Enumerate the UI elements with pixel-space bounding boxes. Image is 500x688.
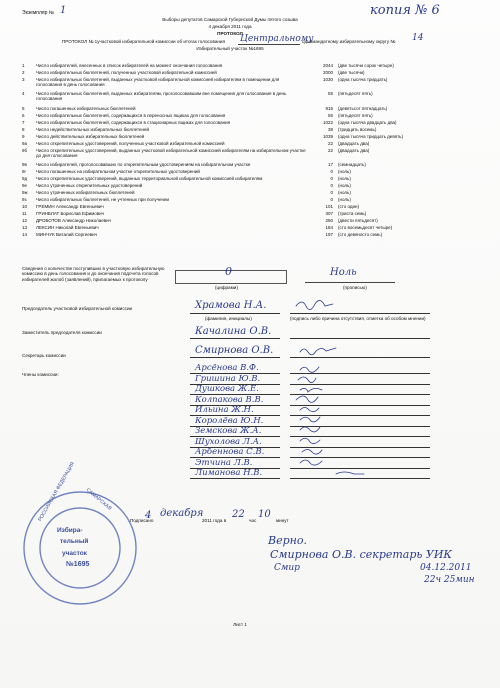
deputy-label: Заместитель председателя комиссии bbox=[22, 330, 102, 335]
row-value-words: (триста семь) bbox=[338, 211, 367, 216]
stamp-ring-left: РОССИЙСКАЯ ФЕДЕРАЦИЯ bbox=[37, 461, 77, 523]
signed-label: Подписано bbox=[130, 518, 154, 523]
member-name: Лиманова Н.В. bbox=[195, 468, 263, 478]
row-value-words: (двести пятьдесят) bbox=[338, 218, 378, 223]
deputy-name: Качалина О.В. bbox=[195, 326, 272, 337]
signed-day: 4 bbox=[145, 510, 152, 521]
row-label: Число погашенных на избирательном участке открепительных удостоверений bbox=[36, 169, 200, 174]
row-number: 9а bbox=[22, 141, 28, 146]
row-number: 10 bbox=[22, 204, 28, 209]
row-value-words: (одна тысяча тридцать) bbox=[338, 77, 388, 82]
sign-caption: (подпись либо причина отсутствия, отметка об особом мнении) bbox=[290, 316, 426, 321]
row-value-words: (две тысячи) bbox=[338, 70, 365, 75]
row-value-words: (ноль) bbox=[338, 169, 351, 174]
row-value-words: (одна тысяча тридцать девять) bbox=[338, 134, 403, 139]
signed-minute: 10 bbox=[258, 509, 271, 520]
copy-number-label: Экземпляр № bbox=[22, 10, 55, 16]
secretary-name: Смирнова О.В. bbox=[195, 345, 274, 356]
row-value-words: (ноль) bbox=[338, 183, 351, 188]
district-name-handwritten: Центральному bbox=[240, 34, 314, 44]
row-number: 6 bbox=[22, 113, 25, 118]
secretary-signature bbox=[300, 348, 336, 355]
row-value-words: (ноль) bbox=[338, 197, 351, 202]
row-value: 101 bbox=[325, 204, 333, 209]
member-name: Арбеннова С.В. bbox=[195, 447, 265, 457]
row-value-words: (девятьсот пятнадцать) bbox=[338, 106, 388, 111]
protocol-subtitle-left: ПРОТОКОЛ № 1участковой избирательной комиссии об итогах голосования bbox=[62, 39, 225, 44]
row-value: 22 bbox=[327, 141, 333, 146]
row-label: Число избирателей, внесенных в список избирателей на момент окончания голосования bbox=[36, 63, 223, 68]
member-name: Ильина Ж.Н. bbox=[195, 405, 254, 415]
row-label: Число избирательных бюллетеней, выданных избирателям, проголосовавшим вне помещения для голосования в день голосования bbox=[36, 91, 287, 101]
member-name: Шухолова Л.А. bbox=[195, 436, 262, 447]
statements-text: Сведения о количестве поступивших в участковую избирательную комиссию в день голосования и до окончания подсчета голосов избирателей жалоб (заявлений), прилагаемых к протоколу bbox=[22, 266, 165, 282]
stamp-ring-right: САМАРСКАЯ bbox=[84, 487, 113, 512]
member-signatures bbox=[296, 367, 364, 474]
row-number: 14 bbox=[22, 232, 28, 237]
row-number: 4 bbox=[22, 91, 25, 96]
statements-words: Ноль bbox=[330, 267, 357, 278]
sheet-number: Лист 1 bbox=[233, 622, 247, 627]
cert-date: 04.12.2011 bbox=[420, 563, 472, 573]
row-label: МИНЧУК Виталий Сергеевич bbox=[36, 232, 97, 237]
row-label: Число избирательных бюллетеней, полученных участковой избирательной комиссией bbox=[36, 70, 217, 75]
members-label: Члены комиссии: bbox=[22, 372, 59, 377]
official-stamp bbox=[20, 488, 140, 608]
row-number: 12 bbox=[22, 218, 28, 223]
row-number: 11 bbox=[22, 211, 27, 216]
member-name: Этчина Л.В. bbox=[195, 457, 253, 468]
cert-time: 22ч 25мин bbox=[424, 575, 475, 585]
district-number-handwritten: 14 bbox=[412, 33, 424, 43]
protocol-title: ПРОТОКОЛ bbox=[217, 31, 243, 36]
stamp-line-1: Избира- bbox=[57, 527, 83, 534]
row-value: 0 bbox=[330, 190, 333, 195]
cert-line-1: Верно. bbox=[268, 534, 307, 547]
row-value-words: (сто восемьдесят четыре) bbox=[338, 225, 393, 230]
row-label: Число избирательных бюллетеней, выданных участковой избирательной комиссией избирателям в помещении для голосования в день голосования bbox=[36, 77, 280, 87]
row-value: 0 bbox=[330, 197, 333, 202]
row-value-words: (тридцать восемь) bbox=[338, 127, 377, 132]
member-name: Арсёнова В.Ф. bbox=[195, 363, 259, 373]
signed-hour-label: час bbox=[249, 518, 257, 523]
member-name: Гришина Ю.В. bbox=[195, 373, 261, 384]
election-title: Выборы депутатов Самарской Губернской Думы пятого созыва bbox=[162, 17, 298, 22]
copy-number-value: 1 bbox=[60, 5, 67, 16]
row-value-words: (сто один) bbox=[338, 204, 360, 209]
row-label: Число избирателей, проголосовавших по открепительным удостоверениям на избирательном участке bbox=[36, 162, 251, 167]
row-value: 250 bbox=[325, 218, 333, 223]
name-caption: (фамилия, инициалы) bbox=[205, 316, 252, 321]
row-number: 9е bbox=[22, 183, 28, 188]
row-value: 0 bbox=[330, 176, 333, 181]
row-number: 9д bbox=[22, 176, 28, 181]
row-value: 2044 bbox=[322, 63, 333, 68]
row-value-words: (двадцать два) bbox=[338, 148, 370, 153]
row-value-words: (пятьдесят пять) bbox=[338, 91, 373, 96]
row-value-words: (одна тысяча двадцать два) bbox=[338, 120, 397, 125]
row-number: 9ж bbox=[22, 190, 28, 195]
row-value: 0 bbox=[330, 169, 333, 174]
row-value: 17 bbox=[327, 162, 333, 167]
signed-minute-label: минут bbox=[276, 518, 289, 523]
signed-year: 2011 года в bbox=[202, 518, 227, 523]
row-number: 13 bbox=[22, 225, 28, 230]
chairman-name: Храмова Н.А. bbox=[195, 300, 267, 311]
row-label: Число утраченных избирательных бюллетеней bbox=[36, 190, 135, 195]
member-name: Земскова Ж.А. bbox=[195, 426, 262, 436]
row-number: 7 bbox=[22, 120, 25, 125]
secretary-label: Секретарь комиссии bbox=[22, 353, 66, 358]
row-value: 1022 bbox=[322, 120, 333, 125]
row-number: 2 bbox=[22, 70, 25, 75]
row-label: Число избирательных бюллетеней, содержащихся в стационарных ящиках для голосования bbox=[36, 120, 231, 125]
row-value: 1039 bbox=[322, 134, 333, 139]
row-value: 307 bbox=[325, 211, 333, 216]
row-label: Число утраченных открепительных удостоверений bbox=[36, 183, 143, 188]
row-value: 2000 bbox=[322, 70, 333, 75]
row-label: Число погашенных избирательных бюллетеней bbox=[36, 106, 136, 111]
statements-digits: 0 bbox=[225, 265, 232, 278]
row-number: 9в bbox=[22, 162, 27, 167]
row-value: 184 bbox=[325, 225, 333, 230]
row-value-words: (ноль) bbox=[338, 190, 351, 195]
member-name: Душкова Ж.Е. bbox=[195, 384, 259, 394]
row-value: 22 bbox=[327, 148, 333, 153]
row-value-words: (двадцать два) bbox=[338, 141, 370, 146]
digits-caption: (цифрами) bbox=[215, 285, 238, 290]
row-value: 197 bbox=[325, 232, 333, 237]
row-label: ГРЕМИН Александр Евгеньевич bbox=[36, 204, 104, 209]
row-number: 9б bbox=[22, 148, 28, 153]
row-value: 915 bbox=[325, 106, 333, 111]
polling-station: Избирательный участок №1695 bbox=[196, 46, 264, 51]
election-date: 4 декабря 2011 года bbox=[208, 24, 252, 29]
row-number: 9 bbox=[22, 134, 25, 139]
row-label: Число избирательных бюллетеней, содержащихся в переносных ящиках для голосования bbox=[36, 113, 226, 118]
row-number: 8 bbox=[22, 127, 25, 132]
row-label: Число открепительных удостоверений, выданных участковой избирательной комиссией избирателям на избирательном участке до дня голосования bbox=[36, 148, 306, 158]
row-value: 0 bbox=[330, 183, 333, 188]
stamp-line-3: участок bbox=[62, 550, 87, 557]
row-value: 1030 bbox=[322, 77, 333, 82]
cert-line-3: Смир bbox=[274, 563, 300, 573]
chairman-label: Председатель участковой избирательной комиссии bbox=[22, 306, 133, 311]
signed-hour: 22 bbox=[232, 509, 245, 520]
protocol-subtitle-right: одномандатному избирательному округу № bbox=[302, 39, 396, 44]
row-number: 9з bbox=[22, 197, 27, 202]
row-label: ЛЕКСИН Николай Евгеньевич bbox=[36, 225, 99, 230]
copy-mark: копия № 6 bbox=[370, 3, 440, 18]
member-name: Колпакова В.В. bbox=[195, 394, 264, 405]
row-label: Число избирательных бюллетеней, не учтенных при получении bbox=[36, 197, 170, 202]
row-number: 9г bbox=[22, 169, 27, 174]
row-value-words: (ноль) bbox=[338, 176, 351, 181]
row-label: Число недействительных избирательных бюллетеней bbox=[36, 127, 150, 132]
row-value: 38 bbox=[327, 127, 333, 132]
row-value: 55 bbox=[327, 113, 333, 118]
member-name: Королёва Ю.Н. bbox=[195, 415, 264, 426]
row-label: Число действительных избирательных бюллетеней bbox=[36, 134, 145, 139]
row-number: 1 bbox=[22, 63, 25, 68]
row-value-words: (пятьдесят пять) bbox=[338, 113, 373, 118]
row-label: ДРОБОТОВ Александр Николаевич bbox=[36, 218, 111, 223]
chairman-signature bbox=[296, 300, 333, 309]
row-label: Число открепительных удостоверений, полученных участковой избирательной комиссией bbox=[36, 141, 225, 146]
row-label: ГРИНБЛАТ Борислав Ефимович bbox=[36, 211, 105, 216]
stamp-line-2: тельный bbox=[60, 538, 89, 545]
signed-month: декабря bbox=[160, 508, 204, 519]
row-label: Число открепительных удостоверений, выданных территориальной избирательной комиссией избирателям bbox=[36, 176, 263, 181]
row-value-words: (сто девяносто семь) bbox=[338, 232, 383, 237]
words-caption: (прописью) bbox=[343, 285, 367, 290]
cert-line-2: Смирнова О.В. секретарь УИК bbox=[270, 548, 452, 561]
row-value-words: (две тысячи сорок четыре) bbox=[338, 63, 394, 68]
row-value: 55 bbox=[327, 91, 333, 96]
row-number: 5 bbox=[22, 106, 25, 111]
stamp-line-4: №1695 bbox=[66, 561, 90, 568]
row-number: 3 bbox=[22, 77, 25, 82]
row-value-words: (семнадцать) bbox=[338, 162, 366, 167]
